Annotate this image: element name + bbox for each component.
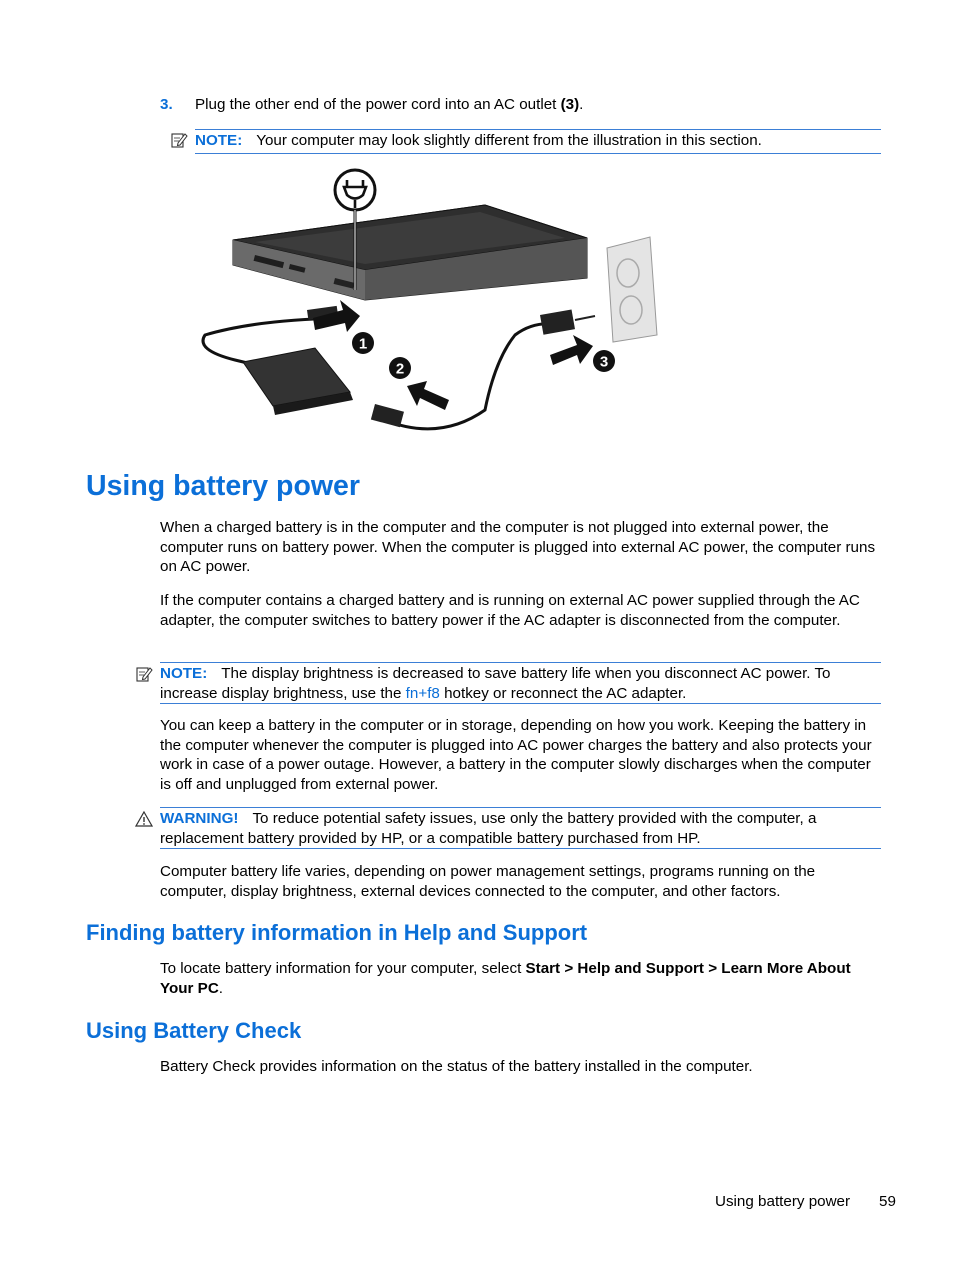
warning-text: To reduce potential safety issues, use only the battery provided with the computer, a replacement battery provided by HP, or a compatible battery purchased from HP. <box>160 810 817 847</box>
footer-section-name: Using battery power <box>715 1193 851 1210</box>
subsection-title: Finding battery information in Help and Support <box>86 920 588 945</box>
note-icon <box>170 131 188 149</box>
callout-2 <box>389 357 411 379</box>
paragraph: If the computer contains a charged battery and is running on external AC power supplied through the AC adapter, the computer switches to battery power if the AC adapter is disconnected from the computer. <box>160 592 860 629</box>
paragraph: Battery Check provides information on the status of the battery installed in the computer. <box>160 1058 753 1075</box>
warning-icon <box>135 810 153 828</box>
warning-box <box>160 807 881 849</box>
step-callout-ref: (3) <box>560 96 580 113</box>
svg-text:2: 2 <box>395 360 405 378</box>
svg-text:1: 1 <box>358 335 368 353</box>
note-box <box>195 129 881 154</box>
ac-connection-illustration <box>195 160 675 445</box>
section-title: Using battery power <box>86 470 360 502</box>
callout-1 <box>352 332 374 354</box>
callout-3 <box>593 350 615 372</box>
step-text: Plug the other end of the power cord into an AC outlet (3). <box>195 96 584 113</box>
paragraph: You can keep a battery in the computer or in storage, depending on how you work. Keeping the battery in the computer whenever the computer is plugged into AC power charges the battery and also protects your work in case of a power outage. However, a battery in the computer slowly discharges when the computer is off and unplugged from external power. <box>160 717 872 793</box>
note-text: Your computer may look slightly different from the illustration in this section. <box>256 132 762 149</box>
svg-text:3: 3 <box>599 353 609 371</box>
menu-path: Start > Help and Support > Learn More About Your PC <box>160 960 851 997</box>
note-box <box>160 662 881 704</box>
paragraph: Computer battery life varies, depending on power management settings, programs running on the computer, display brightness, external devices connected to the computer, and other factors. <box>160 863 816 900</box>
step-number: 3. <box>160 96 173 113</box>
note-text: The display brightness is decreased to save battery life when you disconnect AC power. To increase display brightness, use the <box>160 665 831 702</box>
note-icon <box>135 665 153 683</box>
paragraph: To locate battery information for your computer, select Start > Help and Support > Learn More About Your PC. <box>160 960 851 997</box>
subsection-title: Using Battery Check <box>86 1018 302 1043</box>
warning-label: WARNING! <box>160 810 239 827</box>
note-text-end: hotkey or reconnect the AC adapter. <box>439 684 687 702</box>
paragraph: When a charged battery is in the computer and the computer is not plugged into external power, the computer runs on battery power. When the computer is plugged into external AC power, the computer runs on AC power. <box>160 519 876 575</box>
note-label: NOTE: <box>195 132 243 149</box>
note-label: NOTE: <box>160 665 208 682</box>
fn-f8-link[interactable]: fn+f8 <box>405 684 440 702</box>
page-number: 59 <box>879 1193 896 1210</box>
